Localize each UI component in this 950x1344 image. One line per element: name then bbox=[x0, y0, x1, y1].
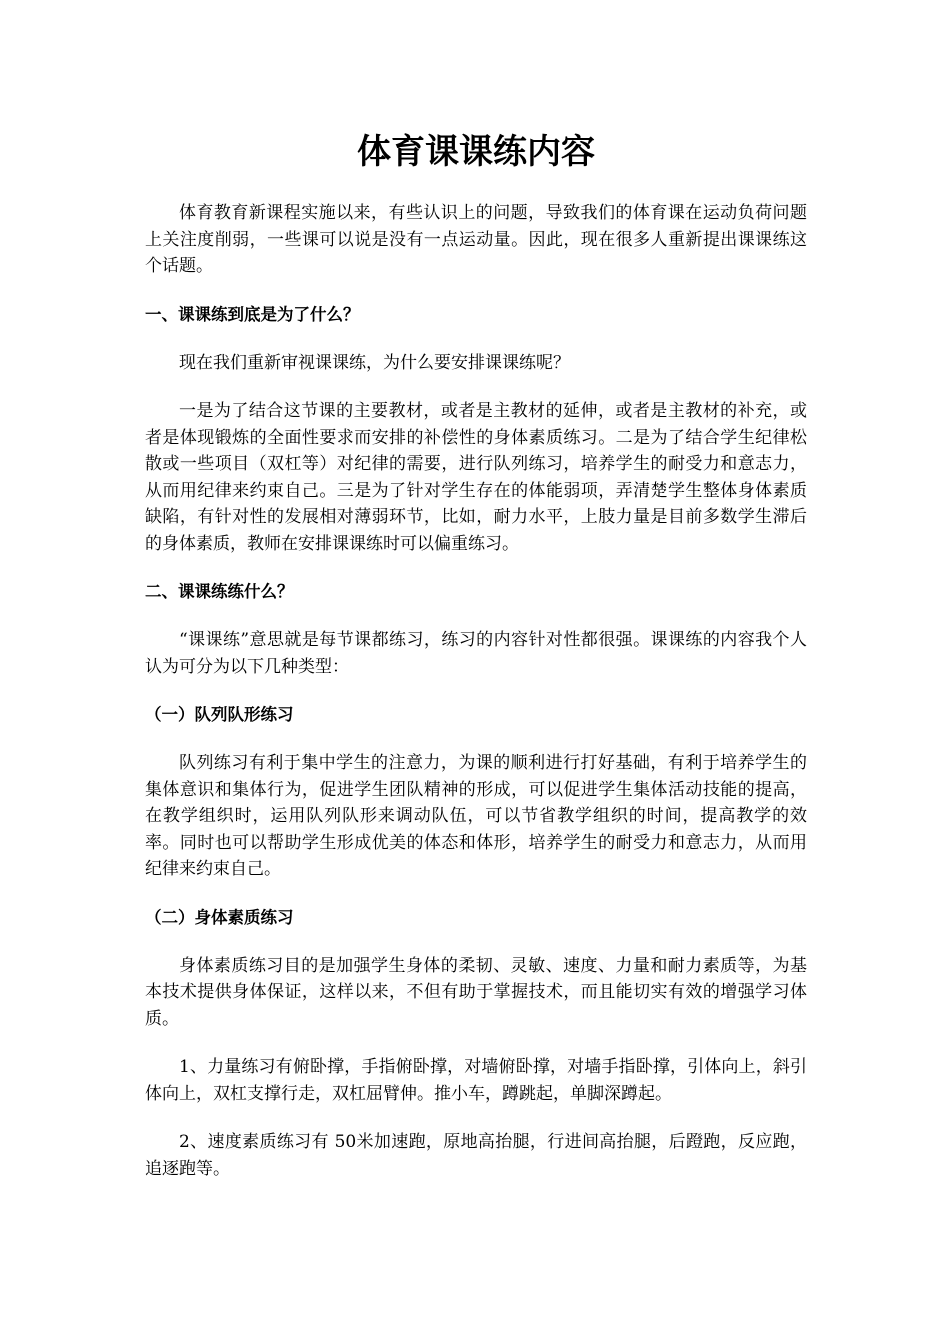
intro-paragraph: 体育教育新课程实施以来，有些认识上的问题，导致我们的体育课在运动负荷问题上关注度削弱，一些课可以说是没有一点运动量。因此，现在很多人重新提出课课练这个话题。 bbox=[145, 203, 807, 276]
section-heading-2: 二、课课练练什么？ bbox=[145, 582, 294, 601]
subsection-heading-formation: （一）队列队形练习 bbox=[145, 705, 294, 724]
subsection-heading-fitness: （二）身体素质练习 bbox=[145, 907, 294, 927]
paragraph-purposes: 一是为了结合这节课的主要教材，或者是主教材的延伸，或者是主教材的补充，或者是体现锻炼的全面性要求而安排的补偿性的身体素质练习。二是为了结合学生纪律松散或一些项目（双杠等）对纪律的需要，进行队列练习，培养学生的耐受力和意志力，从而用纪律来约束自己。三是为了针对学生存在的体能弱项，弄清楚学生整体身体素质缺陷，有针对性的发展相对薄弱环节，比如，耐力水平，上肢力量是目前多数学生滞后的身体素质，教师在安排课课练时可以偏重练习。 bbox=[145, 401, 807, 554]
paragraph-fitness: 身体素质练习目的是加强学生身体的柔韧、灵敏、速度、力量和耐力素质等，为基本技术提供身体保证，这样以来，不但有助于掌握技术，而且能切实有效的增强学习体质。 bbox=[145, 955, 807, 1029]
document-title: 体育课课练内容 bbox=[357, 132, 595, 172]
paragraph-why-question: 现在我们重新审视课课练，为什么要安排课课练呢？ bbox=[179, 352, 570, 373]
paragraph-speed-list: 2、速度素质练习有 50米加速跑，原地高抬腿，行进间高抬腿，后蹬跑，反应跑，追逐跑等。 bbox=[145, 1132, 807, 1179]
paragraph-formation: 队列练习有利于集中学生的注意力，为课的顺利进行打好基础，有利于培养学生的集体意识和集体行为，促进学生团队精神的形成，可以促进学生集体活动技能的提高，在教学组织时，运用队列队形来调动队伍，可以节省教学组织的时间，提高教学的效率。同时也可以帮助学生形成优美的体态和体形，培养学生的耐受力和意志力，从而用纪律来约束自己。 bbox=[145, 753, 807, 879]
document-page bbox=[145, 128, 807, 1204]
paragraph-strength-list: 1、力量练习有俯卧撑，手指俯卧撑，对墙俯卧撑，对墙手指卧撑，引体向上，斜引体向上，双杠支撑行走，双杠屈臂伸。推小车，蹲跳起，单脚深蹲起。 bbox=[145, 1057, 807, 1104]
section-heading-1: 一、课课练到底是为了什么？ bbox=[145, 304, 360, 324]
paragraph-definition: “课课练”意思就是每节课都练习，练习的内容针对性都很强。课课练的内容我个人认为可分为以下几种类型： bbox=[145, 630, 807, 677]
